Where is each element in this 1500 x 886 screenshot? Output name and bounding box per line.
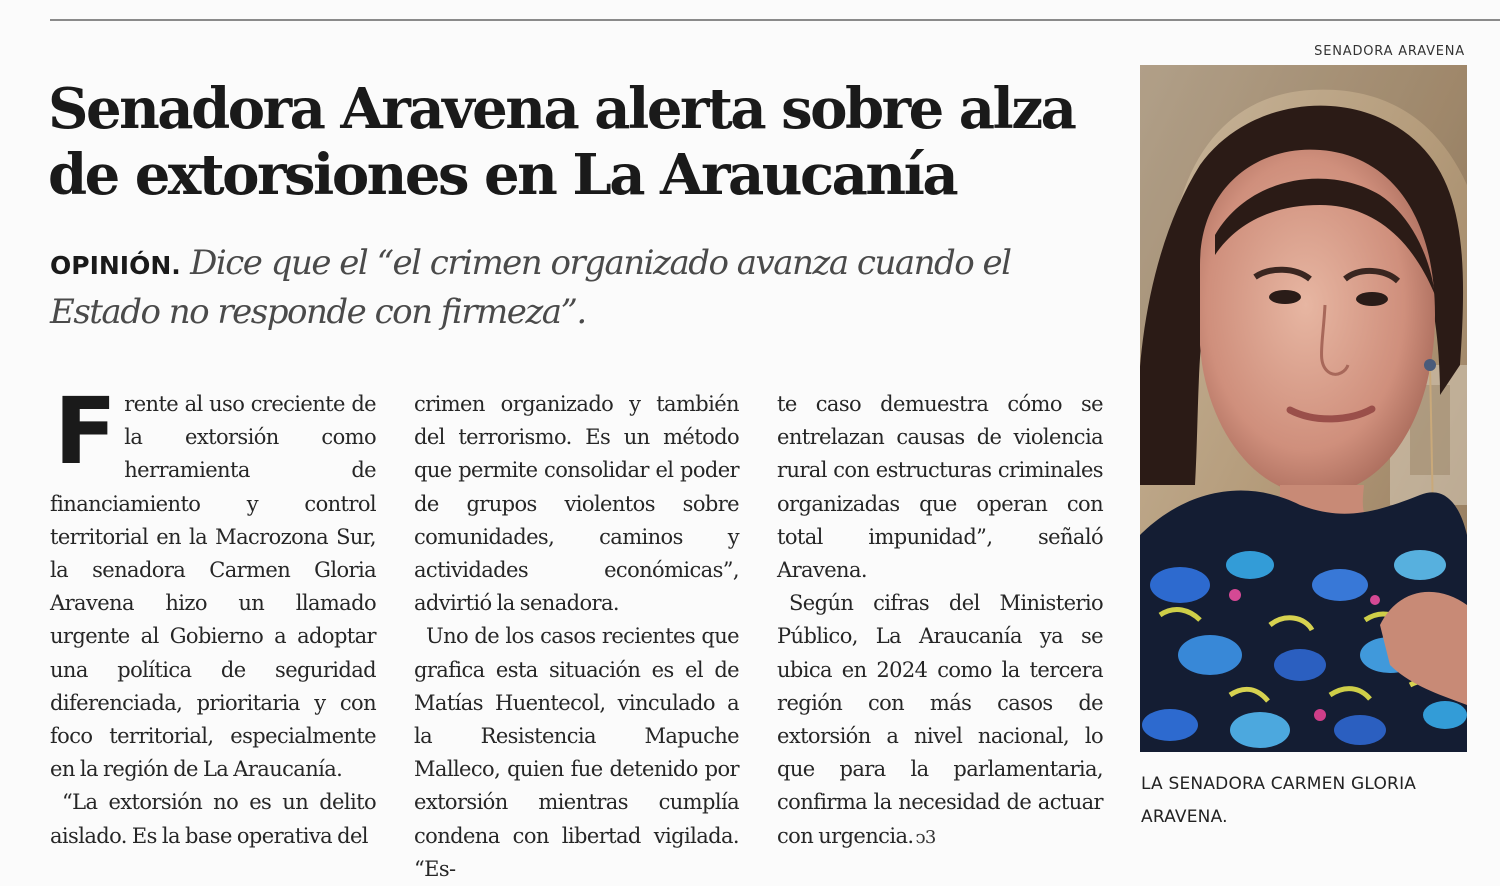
portrait-photo [1140, 65, 1467, 752]
photo-credit: SENADORA ARAVENA [1314, 44, 1465, 59]
paragraph: Uno de los casos recientes que grafica esta situación es el de Matías Huentecol, vinculado a la Resistencia Mapuche Malleco, quien fue detenido por extorsión mientras cumplía condena con libertad vigilada. “Es- [414, 624, 739, 881]
drop-cap: F [54, 378, 117, 485]
lead-text: Dice que el “el crimen organizado avanza cuando el Estado no responde con firmeza”. [50, 243, 1011, 332]
paragraph [777, 587, 1103, 854]
paragraph: te caso demuestra cómo se entrelazan causas de violencia rural con estructuras criminales organizadas que operan con total impunidad”, señaló Aravena. [777, 392, 1103, 583]
headline: Senadora Aravena alerta sobre alza de extorsiones en La Araucanía [48, 76, 1075, 208]
body-column-1 [50, 378, 376, 868]
body-column-2 [414, 388, 739, 881]
paragraph: rente al uso creciente de la extorsión como herramienta de financiamiento y control territorial en la Macrozona Sur, la senadora Carmen Gloria Aravena hizo un llamado urgente al Gobierno a adoptar una política de seguridad diferenciada, prioritaria y con foco territorial, especialmente en la región de La Araucanía. [50, 392, 376, 782]
deck [50, 240, 1120, 336]
kicker: OPINIÓN. [50, 251, 181, 280]
paragraph-text: Según cifras del Ministerio Público, La Araucanía ya se ubica en 2024 como la tercera región con más casos de extorsión a nivel nacional, lo que para la parlamentaria, confirma la necesidad de actuar con urgencia. [777, 591, 1103, 848]
paragraph: “La extorsión no es un delito aislado. Es la base operativa del [50, 790, 376, 848]
top-rule [50, 19, 1500, 21]
end-mark-icon: ↄ3 [915, 826, 936, 848]
photo-caption: LA SENADORA CARMEN GLORIA ARAVENA. [1141, 774, 1417, 827]
paragraph: crimen organizado y también del terrorismo. Es un método que permite consolidar el poder de grupos violentos sobre comunidades, caminos y actividades económicas”, advirtió la senadora. [414, 392, 739, 616]
body-column-3 [777, 388, 1103, 868]
